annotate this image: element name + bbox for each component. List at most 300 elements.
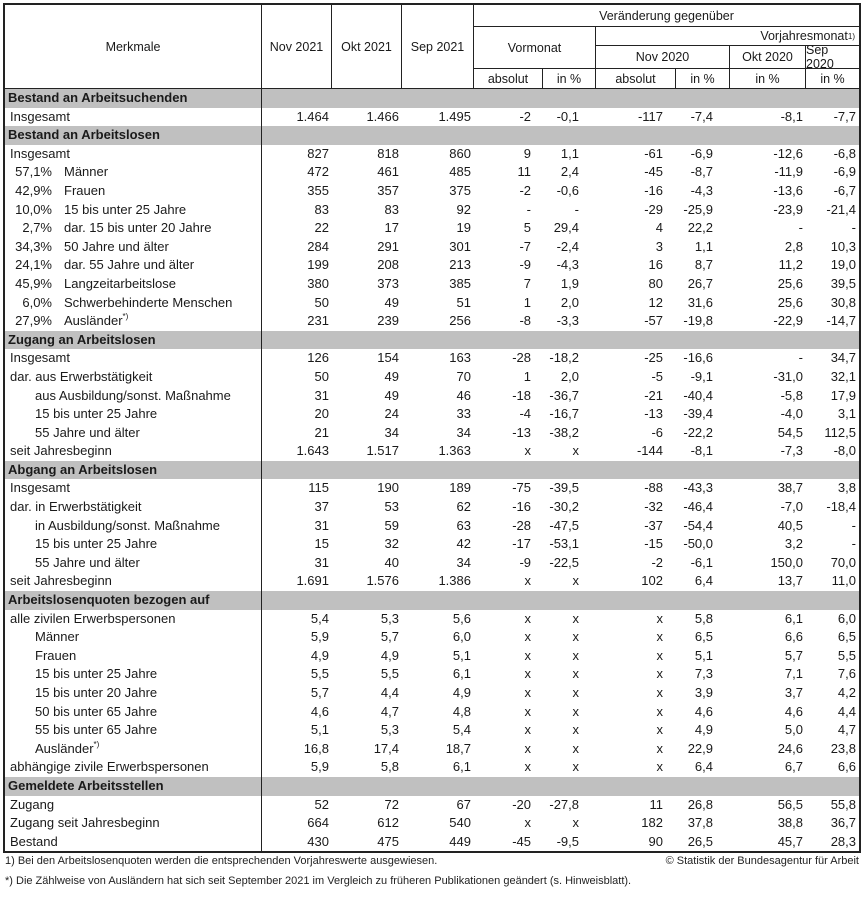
table-cell: 26,5 <box>687 833 713 849</box>
row-label <box>5 758 262 777</box>
table-cell: 1.363 <box>438 443 471 459</box>
table-cell: -36,7 <box>549 387 579 403</box>
table-cell: 24 <box>384 406 399 422</box>
table-row <box>5 182 859 201</box>
table-cell: 357 <box>377 182 399 198</box>
table-cell: -9,1 <box>690 368 713 384</box>
table-cell: x <box>524 666 531 682</box>
table-row <box>5 814 859 833</box>
row-label <box>5 610 262 629</box>
table-row <box>5 647 859 666</box>
table-cell: 4,9 <box>380 647 399 663</box>
table-cell: 4,9 <box>694 722 713 738</box>
row-label <box>5 647 262 666</box>
table-cell: 154 <box>377 350 399 366</box>
table-cell: -28 <box>512 517 531 533</box>
table-cell: 4,6 <box>694 703 713 719</box>
table-row <box>5 833 859 852</box>
table-cell: 612 <box>377 815 399 831</box>
table-cell: x <box>524 722 531 738</box>
table-cell: -30,2 <box>549 499 579 515</box>
table-row <box>5 256 859 275</box>
table-row <box>5 145 859 164</box>
table-cell: 5,1 <box>694 647 713 663</box>
table-cell: 2,0 <box>560 368 579 384</box>
table-cell: -16 <box>644 182 663 198</box>
table-cell: 21 <box>314 424 329 440</box>
footnote-marker: *) <box>93 739 100 749</box>
table-cell: 3,8 <box>837 480 856 496</box>
table-cell: -21,4 <box>826 201 856 217</box>
row-label <box>5 275 262 294</box>
table-row <box>5 219 859 238</box>
section-header <box>5 461 859 480</box>
table-cell: 5,1 <box>452 647 471 663</box>
table-cell: 5,8 <box>694 610 713 626</box>
table-cell: -2,4 <box>556 238 579 254</box>
table-cell: x <box>524 685 531 700</box>
table-cell: 182 <box>641 815 663 831</box>
table-row <box>5 498 859 517</box>
table-cell: -50,0 <box>683 536 713 552</box>
table-row <box>5 238 859 257</box>
table-cell: 1,1 <box>694 238 713 254</box>
table-cell: 32,1 <box>830 368 856 384</box>
row-label <box>5 684 262 703</box>
table-cell: 5,9 <box>310 759 329 775</box>
table-cell: 13,7 <box>777 573 803 589</box>
table-cell: 6,1 <box>452 759 471 775</box>
table-cell: - <box>798 220 803 236</box>
row-label-text: dar. 15 bis unter 20 Jahre <box>64 220 212 236</box>
table-cell: 664 <box>307 815 329 831</box>
table-cell: 1.466 <box>366 108 399 124</box>
table-cell: 6,0 <box>452 629 471 645</box>
table-cell: 1,9 <box>560 275 579 291</box>
table-cell: 34,7 <box>830 350 856 366</box>
table-cell: 5,7 <box>784 647 803 663</box>
table-cell: 50 <box>314 368 329 384</box>
table-row <box>5 554 859 573</box>
table-cell: 24,6 <box>777 740 803 756</box>
table-row <box>5 796 859 815</box>
table-cell: 25,6 <box>777 294 803 310</box>
row-label <box>5 814 262 833</box>
row-label <box>5 238 262 257</box>
row-label-text: Frauen <box>35 647 77 663</box>
section-title: Bestand an Arbeitslosen <box>5 126 262 145</box>
row-label <box>5 201 262 220</box>
table-cell: 49 <box>384 294 399 310</box>
table-cell: 3,2 <box>784 536 803 552</box>
table-cell: 2,0 <box>560 294 579 310</box>
table-cell: x <box>656 759 663 775</box>
row-label-text: alle zivilen Erwerbspersonen <box>10 610 176 626</box>
table-cell: 5,5 <box>380 666 399 682</box>
table-cell: 8,7 <box>694 257 713 273</box>
table-cell: -9 <box>519 554 531 570</box>
table-cell: 115 <box>308 480 329 496</box>
table-cell: x <box>572 573 579 589</box>
table-cell: 17,9 <box>830 387 856 403</box>
table-cell: x <box>572 815 579 831</box>
header-month-1: Nov 2021 <box>262 5 332 88</box>
table-row <box>5 740 859 759</box>
table-row <box>5 405 859 424</box>
table-cell: x <box>656 610 663 626</box>
table-cell: 860 <box>449 145 471 161</box>
table-cell: -15 <box>644 536 663 552</box>
table-cell: 11,2 <box>778 257 803 273</box>
table-cell: x <box>572 666 579 682</box>
table-cell: -8,1 <box>690 443 713 459</box>
table-cell: x <box>572 759 579 775</box>
table-cell: - <box>526 201 531 217</box>
table-cell: 150,0 <box>770 554 803 570</box>
table-cell: 1.386 <box>438 573 471 589</box>
table-cell: 9 <box>523 145 531 161</box>
row-label <box>5 796 262 815</box>
table-cell: 23,8 <box>830 740 856 756</box>
table-cell: -4 <box>519 406 531 422</box>
table-cell: 5,3 <box>380 610 399 626</box>
table-row <box>5 108 859 127</box>
table-header <box>5 5 859 89</box>
table-cell: -7,7 <box>833 108 856 124</box>
row-label <box>5 108 262 127</box>
header-sub-4: in % <box>676 69 730 88</box>
row-label-text: dar. in Erwerbstätigkeit <box>10 499 142 515</box>
row-label <box>5 442 262 461</box>
table-cell: 5,4 <box>452 722 471 738</box>
table-cell: 22,2 <box>687 220 713 236</box>
table-cell: 67 <box>456 796 471 812</box>
table-cell: 449 <box>449 833 471 849</box>
table-cell: -43,3 <box>683 480 713 496</box>
table-cell: -16 <box>512 499 531 515</box>
header-month-3: Sep 2021 <box>402 5 474 88</box>
table-cell: 1,1 <box>560 145 579 161</box>
table-cell: 1.576 <box>366 573 399 589</box>
table-cell: 12 <box>648 294 663 310</box>
table-cell: x <box>656 740 663 756</box>
table-cell: -7,3 <box>780 443 803 459</box>
row-label-text: 15 bis unter 25 Jahre <box>35 406 158 422</box>
table-cell: 51 <box>456 294 471 310</box>
table-cell: 37,8 <box>687 815 713 831</box>
share-percent: 10,0% <box>15 201 52 217</box>
table-cell: 1.464 <box>296 108 329 124</box>
table-cell: -7,4 <box>690 108 713 124</box>
table-cell: 4,9 <box>452 685 471 700</box>
table-cell: 6,1 <box>452 666 471 682</box>
table-cell: 46 <box>456 387 471 403</box>
table-cell: 42 <box>456 536 471 552</box>
row-label-text: Männer <box>64 164 109 180</box>
table-cell: 31 <box>314 517 329 533</box>
row-label-text: seit Jahresbeginn <box>10 443 112 459</box>
share-percent: 34,3% <box>15 238 52 254</box>
table-cell: 16,8 <box>303 740 329 756</box>
footnote-marker: 1) <box>847 32 855 41</box>
table-cell: 54,5 <box>777 424 803 440</box>
table-cell: 20 <box>314 406 329 422</box>
table-cell: 213 <box>449 257 471 273</box>
table-cell: 2,8 <box>784 238 803 254</box>
share-percent: 6,0% <box>22 294 52 310</box>
row-label <box>5 182 262 201</box>
table-cell: 25,6 <box>777 275 803 291</box>
row-label <box>5 219 262 238</box>
share-percent: 27,9% <box>15 313 52 329</box>
table-cell: 1.643 <box>296 443 329 459</box>
table-cell: -4,3 <box>690 182 713 198</box>
table-cell: -39,4 <box>683 406 713 422</box>
header-sub-6: in % <box>820 71 845 86</box>
table-cell: -17 <box>512 536 531 552</box>
table-cell: 32 <box>384 536 399 552</box>
table-cell: 5,7 <box>310 685 329 700</box>
table-cell: 1 <box>523 294 531 310</box>
table-cell: -9,5 <box>556 833 579 849</box>
table-cell: x <box>524 740 531 756</box>
row-label <box>5 721 262 740</box>
row-label-text: 50 bis unter 65 Jahre <box>35 703 158 719</box>
table-row <box>5 610 859 629</box>
table-cell: 40 <box>384 554 399 570</box>
table-cell: 1.495 <box>438 108 471 124</box>
table-cell: - <box>851 220 856 236</box>
table-cell: 126 <box>307 350 329 366</box>
table-cell: x <box>656 647 663 663</box>
section-header <box>5 89 859 108</box>
table-cell: -25 <box>644 350 663 366</box>
table-cell: 3,9 <box>694 685 713 700</box>
table-cell: -22,9 <box>773 313 803 329</box>
table-cell: 11,0 <box>831 573 856 589</box>
table-cell: 31,6 <box>687 294 713 310</box>
table-cell: 380 <box>307 275 329 291</box>
header-prior-2: Okt 2020 <box>730 46 806 69</box>
table-cell: -11,9 <box>774 164 803 180</box>
section-title: Bestand an Arbeitsuchenden <box>5 89 262 108</box>
row-label <box>5 833 262 852</box>
table-cell: -21 <box>644 387 663 403</box>
table-cell: -31,0 <box>773 368 803 384</box>
table-cell: x <box>524 629 531 645</box>
table-cell: x <box>524 610 531 626</box>
row-label-text: 55 Jahre und älter <box>35 554 140 570</box>
table-cell: -8 <box>519 313 531 329</box>
table-cell: 92 <box>456 201 471 217</box>
table-row <box>5 535 859 554</box>
row-label-text: seit Jahresbeginn <box>10 573 112 589</box>
table-cell: x <box>572 722 579 738</box>
table-cell: -5,8 <box>780 387 803 403</box>
table-cell: -18,2 <box>549 350 579 366</box>
table-row <box>5 479 859 498</box>
header-sub-3: absolut <box>596 69 676 88</box>
share-percent: 57,1% <box>15 164 52 180</box>
table-cell: 7,1 <box>784 666 803 682</box>
table-cell: -6 <box>651 424 663 440</box>
table-cell: 1.691 <box>296 573 329 589</box>
table-cell: 31 <box>314 387 329 403</box>
table-cell: 485 <box>449 164 471 180</box>
table-cell: 28,3 <box>830 833 856 849</box>
vorjahresmonat-label: Vorjahresmonat <box>760 29 848 43</box>
row-label-text: in Ausbildung/sonst. Maßnahme <box>35 517 220 533</box>
table-cell: x <box>524 443 531 459</box>
table-cell: 5 <box>523 220 531 236</box>
table-cell: 5,6 <box>452 610 471 626</box>
table-row <box>5 368 859 387</box>
statistics-table <box>3 3 861 853</box>
table-cell: -4,0 <box>780 406 803 422</box>
table-cell: -88 <box>644 480 663 496</box>
table-row <box>5 424 859 443</box>
table-cell: x <box>524 703 531 719</box>
table-cell: -7 <box>519 238 531 254</box>
table-cell: -27,8 <box>549 796 579 812</box>
table-cell: x <box>572 703 579 719</box>
row-label-text: aus Ausbildung/sonst. Maßnahme <box>35 387 231 403</box>
table-cell: 34 <box>456 424 471 440</box>
table-cell: 4,9 <box>310 647 329 663</box>
table-cell: -8,1 <box>780 108 803 124</box>
table-cell: 4 <box>655 220 663 236</box>
table-cell: 29,4 <box>553 220 579 236</box>
row-label <box>5 368 262 387</box>
table-cell: 19 <box>456 220 471 236</box>
table-cell: 472 <box>307 164 329 180</box>
table-cell: 72 <box>384 796 399 812</box>
table-cell: -9 <box>519 257 531 273</box>
table-cell: 17,4 <box>373 740 399 756</box>
table-cell: 375 <box>449 182 471 198</box>
table-cell: 4,6 <box>310 703 329 719</box>
table-cell: 373 <box>377 275 399 291</box>
table-cell: -53,1 <box>549 536 579 552</box>
table-cell: 385 <box>449 275 471 291</box>
table-cell: 59 <box>384 517 399 533</box>
table-cell: 36,7 <box>830 815 856 831</box>
table-cell: 30,8 <box>830 294 856 310</box>
table-cell: 22,9 <box>687 740 713 756</box>
table-cell: x <box>572 629 579 645</box>
table-cell: 52 <box>314 796 329 812</box>
table-cell: -45 <box>644 164 663 180</box>
row-label <box>5 479 262 498</box>
row-label-text: Insgesamt <box>10 145 70 161</box>
row-label <box>5 312 262 331</box>
table-cell: -47,5 <box>549 517 579 533</box>
table-cell: 70,0 <box>830 554 856 570</box>
copyright: © Statistik der Bundesagentur für Arbeit <box>665 855 859 867</box>
table-cell: -29 <box>644 201 663 217</box>
table-cell: -8,0 <box>833 443 856 459</box>
table-cell: 461 <box>377 164 399 180</box>
table-cell: 11 <box>517 164 531 180</box>
header-veraenderung: Veränderung gegenüber <box>474 5 859 27</box>
table-cell: 90 <box>648 833 663 849</box>
table-row <box>5 628 859 647</box>
table-row <box>5 387 859 406</box>
row-label-text: 55 Jahre und älter <box>35 424 140 440</box>
table-cell: -19,8 <box>683 313 713 329</box>
table-cell: 189 <box>449 480 471 496</box>
table-cell: 49 <box>384 387 399 403</box>
table-cell: 827 <box>307 145 329 161</box>
table-cell: 63 <box>456 517 471 533</box>
row-label <box>5 163 262 182</box>
table-cell: x <box>524 647 531 663</box>
table-cell: 355 <box>307 182 329 198</box>
table-cell: 5,5 <box>837 647 856 663</box>
table-cell: 6,6 <box>784 629 803 645</box>
row-label-text: dar. aus Erwerbstätigkeit <box>10 368 153 384</box>
table-row <box>5 201 859 220</box>
table-cell: -54,4 <box>683 517 713 533</box>
row-label-text: Langzeitarbeitslose <box>64 275 177 291</box>
row-label <box>5 387 262 406</box>
table-cell: -16,7 <box>549 406 579 422</box>
table-cell: 10,3 <box>830 238 856 254</box>
table-cell: 4,4 <box>380 685 399 700</box>
table-row <box>5 721 859 740</box>
table-cell: 284 <box>307 238 329 254</box>
table-cell: 38,7 <box>777 480 803 496</box>
table-cell: -37 <box>644 517 663 533</box>
table-cell: 5,7 <box>380 629 399 645</box>
table-cell: -20 <box>512 796 531 812</box>
table-cell: -16,6 <box>683 350 713 366</box>
row-label <box>5 703 262 722</box>
table-cell: 256 <box>449 313 471 329</box>
table-cell: 56,5 <box>777 796 803 812</box>
table-cell: 4,7 <box>837 722 856 738</box>
table-cell: x <box>572 610 579 626</box>
table-cell: 80 <box>648 275 663 291</box>
row-label-text: dar. 55 Jahre und älter <box>64 257 195 273</box>
row-label-text: 15 bis unter 20 Jahre <box>35 685 158 700</box>
table-row <box>5 517 859 536</box>
table-cell: 5,1 <box>310 722 329 738</box>
table-cell: 26,7 <box>687 275 713 291</box>
table-cell: 6,0 <box>837 610 856 626</box>
table-cell: -0,1 <box>556 108 579 124</box>
table-cell: -6,9 <box>690 145 713 161</box>
table-cell: -57 <box>644 313 663 329</box>
row-label <box>5 256 262 275</box>
table-cell: 83 <box>384 201 399 217</box>
share-percent: 45,9% <box>15 275 52 291</box>
row-label <box>5 572 262 591</box>
table-cell: -117 <box>637 108 663 124</box>
row-label <box>5 145 262 164</box>
row-label <box>5 405 262 424</box>
table-cell: 3 <box>655 238 663 254</box>
table-cell: 6,7 <box>784 759 803 775</box>
row-label-text: Schwerbehinderte Menschen <box>64 294 233 310</box>
table-cell: -22,5 <box>549 554 579 570</box>
table-cell: -38,2 <box>549 424 579 440</box>
table-cell: 34 <box>456 554 471 570</box>
table-cell: 7,6 <box>837 666 856 682</box>
row-label <box>5 349 262 368</box>
table-cell: 208 <box>377 257 399 273</box>
table-cell: 3,1 <box>837 406 856 422</box>
